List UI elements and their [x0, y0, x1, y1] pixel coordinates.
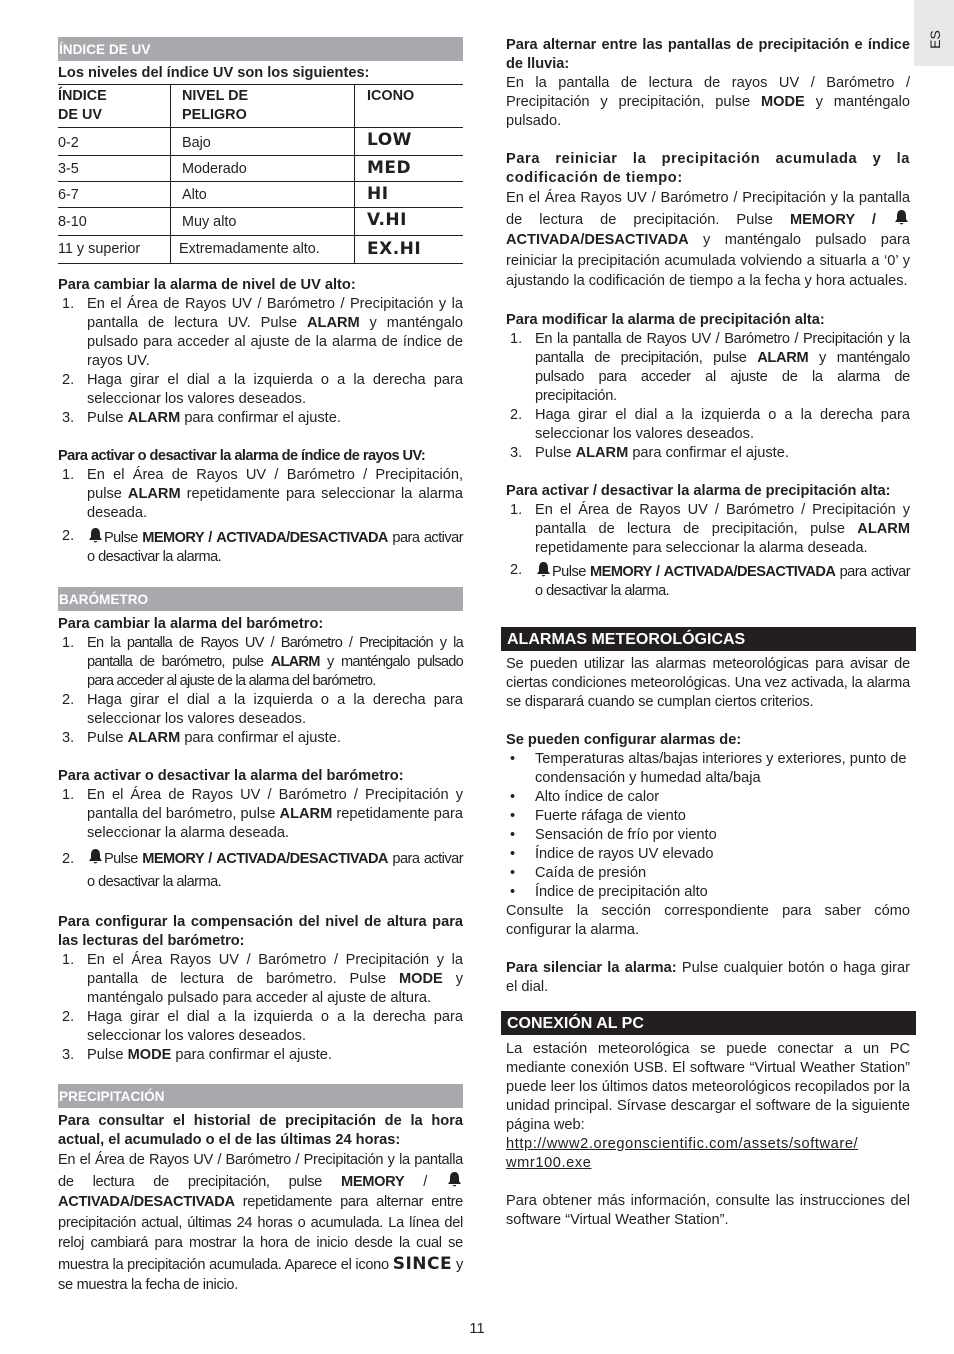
list-item: 2. Pulse MEMORY / ACTIVADA/DESACTIVADA para activar o desactivar la alarma. [510, 561, 911, 599]
list-item: • Fuerte ráfaga de viento [510, 807, 686, 824]
section-bar-precipitacion: PRECIPITACIÓN [58, 1084, 463, 1108]
uv-vhi-icon: V.HI [367, 210, 407, 230]
baro-change-steps [58, 634, 463, 748]
baro-altitude-steps [58, 951, 463, 1065]
table-row: 3-5 Moderado MED [58, 156, 463, 182]
table-row: 8-10 Muy alto V.HI [58, 208, 463, 236]
baro-toggle-heading: Para activar o desactivar la alarma del barómetro: [58, 768, 404, 784]
list-item: 1. En el Área de Rayos UV / Barómetro / Precipitación y la pantalla de lectura UV. Pulse ALARM y manténgalo pulsado para acceder al ajuste de la alarma de índice de rayos UV. [62, 296, 463, 369]
uv-change-heading: Para cambiar la alarma de nivel de UV alto: [58, 277, 356, 293]
uv-change-steps [58, 295, 463, 428]
table-header-index: ÍNDICE DE UV [58, 85, 171, 128]
uv-intro: Los niveles del índice UV son los siguientes: [58, 65, 370, 81]
table-row: 0-2 Bajo LOW [58, 128, 463, 156]
language-tab: ES [914, 0, 954, 66]
list-item: 2. Haga girar el dial a la izquierda o a la derecha para seleccionar los valores deseados. [62, 372, 463, 407]
alarmas-consult: Consulte la sección correspondiente para saber cómo configurar la alarma. [506, 902, 910, 938]
bell-icon [893, 209, 910, 226]
table-row: 6-7 Alto HI [58, 182, 463, 208]
alarmas-list [506, 750, 910, 902]
pc-link[interactable] [506, 1135, 910, 1173]
list-item: 2. Pulse MEMORY / ACTIVADA/DESACTIVADA para activar o desactivar la alarma. [58, 848, 463, 894]
list-item: • Temperaturas altas/bajas interiores y exteriores, punto de condensación y humedad alta/baja [510, 750, 907, 786]
uv-exhi-icon: EX.HI [367, 239, 422, 259]
bell-icon [87, 848, 104, 865]
pc-more: Para obtener más información, consulte las instrucciones del software “Virtual Weather Station”. [506, 1192, 910, 1228]
precip-switch-text: En la pantalla de lectura de rayos UV / Barómetro / Precipitación y precipitación, pulse MODE y manténgalo pulsado. [506, 75, 910, 129]
section-bar-pc: CONEXIÓN AL PC [501, 1011, 916, 1035]
uv-table [58, 84, 463, 264]
left-column [58, 37, 463, 1296]
table-header-level: NIVEL DE PELIGRO [171, 85, 355, 128]
pc-text: La estación meteorológica se puede conectar a un PC mediante conexión USB. El software “Virtual Weather Station” puede leer los últimos datos meteorológicos recopilados por la unidad principal. Sírvase descargar el software de la siguiente página web: [506, 1040, 910, 1133]
precip-high-heading: Para modificar la alarma de precipitación alta: [506, 311, 825, 328]
list-item: 1. En la pantalla de Rayos UV / Barómetro / Precipitación y la pantalla de precipitación, pulse ALARM y manténgalo pulsado para acceder al ajuste de la alarma de precipitación. [510, 330, 910, 404]
list-item: • Índice de rayos UV elevado [510, 845, 714, 862]
precip-switch-heading: Para alternar entre las pantallas de precipitación e índice de lluvia: [506, 37, 910, 72]
list-item: 2. Haga girar el dial a la izquierda o a la derecha para seleccionar los valores deseados. [62, 692, 463, 727]
list-item: 3. Pulse ALARM para confirmar el ajuste. [62, 730, 341, 746]
list-item: 3. Pulse ALARM para confirmar el ajuste. [510, 444, 789, 461]
baro-change-heading: Para cambiar la alarma del barómetro: [58, 616, 324, 632]
page-number: 11 [469, 1321, 485, 1337]
uv-toggle-heading: Para activar o desactivar la alarma de índice de rayos UV: [58, 448, 426, 464]
section-bar-uv: ÍNDICE DE UV [58, 37, 463, 61]
precip-high-steps [506, 330, 910, 463]
bell-icon [446, 1171, 463, 1188]
list-item: 1. En el Área de Rayos UV / Barómetro / Precipitación, pulse ALARM repetidamente para seleccionar la alarma deseada. [62, 467, 463, 521]
list-item: 1. En el Área Rayos UV / Barómetro / Precipitación y la pantalla de lectura de barómetro. Pulse MODE y manténgalo pulsado para acceder al ajuste de altura. [62, 952, 463, 1006]
alarmas-silence: Para silenciar la alarma: Pulse cualquier botón o haga girar el dial. [506, 959, 910, 995]
precip-history-text: En el Área de Rayos UV / Barómetro / Precipitación y la pantalla de lectura de precipitación, pulse MEMORY / ACTIVADA/DESACTIVADA repetidamente para alternar entre precipitación actual, últimas 24 horas o acumulada. La línea del reloj cambiará para mostrar la hora de inicio desde la cual se muestra la precipitación acumulada. Aparece el icono SINCE y se muestra la fecha de inicio. [58, 1152, 463, 1293]
table-row: 11 y superior Extremadamente alto. EX.HI [58, 236, 463, 264]
uv-med-icon: MED [367, 158, 412, 178]
precip-history-heading: Para consultar el historial de precipitación de la hora actual, el acumulado o el de las últimas 24 horas: [58, 1113, 463, 1148]
download-link[interactable]: http://www2.oregonscientific.com/assets/software/ wmr100.exe [506, 1135, 859, 1171]
list-item: 2. Haga girar el dial a la izquierda o a la derecha para seleccionar los valores deseados. [510, 406, 910, 442]
section-bar-alarmas: ALARMAS METEOROLÓGICAS [501, 627, 916, 651]
right-column [506, 36, 910, 1230]
since-icon: SINCE [392, 1253, 453, 1274]
precip-reset-heading: Para reiniciar la precipitación acumulada y la codificación de tiempo: [506, 151, 910, 186]
uv-hi-icon: HI [367, 184, 389, 204]
list-item: 1. En la pantalla de Rayos UV / Barómetro / Precipitación y la pantalla de barómetro, pulse ALARM y manténgalo pulsado para acceder al ajuste de la alarma del barómetro. [62, 635, 463, 689]
precip-toggle-heading: Para activar / desactivar la alarma de precipitación alta: [506, 482, 891, 499]
list-item: 2. Haga girar el dial a la izquierda o a la derecha para seleccionar los valores deseados. [62, 1009, 463, 1044]
list-item: • Alto índice de calor [510, 788, 660, 805]
list-item: 1. En el Área de Rayos UV / Barómetro / Precipitación y pantalla del barómetro, pulse ALARM repetidamente para seleccionar la alarma deseada. [62, 787, 463, 841]
table-header-icon: ICONO [355, 85, 464, 128]
bell-icon [535, 561, 552, 578]
precip-reset-text: En el Área Rayos UV / Barómetro / Precipitación y la pantalla de lectura de precipitación. Pulse MEMORY / ACTIVADA/DESACTIVADA y manténgalo pulsado para reiniciar la precipitación acumulada volviendo a situarla a ‘0’ y ajustando la codificación de tiempo a la fecha y hora actuales. [506, 190, 910, 289]
precip-toggle-steps [506, 501, 910, 601]
baro-altitude-heading: Para configurar la compensación del nivel de altura para las lecturas del barómetro: [58, 914, 463, 949]
list-item: 2. Pulse MEMORY / ACTIVADA/DESACTIVADA para activar o desactivar la alarma. [62, 528, 464, 565]
section-bar-barometro: BARÓMETRO [58, 587, 463, 611]
uv-low-icon: LOW [367, 130, 412, 150]
alarmas-list-heading: Se pueden configurar alarmas de: [506, 731, 742, 748]
list-item: • Caída de presión [510, 864, 647, 881]
list-item: • Índice de precipitación alto [510, 883, 708, 900]
baro-toggle-steps [58, 786, 463, 894]
bell-icon [87, 527, 104, 544]
list-item: • Sensación de frío por viento [510, 826, 717, 843]
list-item: 3. Pulse ALARM para confirmar el ajuste. [62, 410, 341, 426]
list-item: 1. En el Área de Rayos UV / Barómetro / Precipitación y pantalla de lectura de precipitación, pulse ALARM repetidamente para seleccionar la alarma deseada. [510, 501, 910, 556]
list-item: 3. Pulse MODE para confirmar el ajuste. [62, 1047, 332, 1063]
alarmas-intro: Se pueden utilizar las alarmas meteorológicas para avisar de ciertas condiciones meteorológicas. Una vez activada, la alarma se disparará cuando se cumplan ciertos criterios. [506, 655, 910, 710]
uv-toggle-steps [58, 466, 463, 567]
